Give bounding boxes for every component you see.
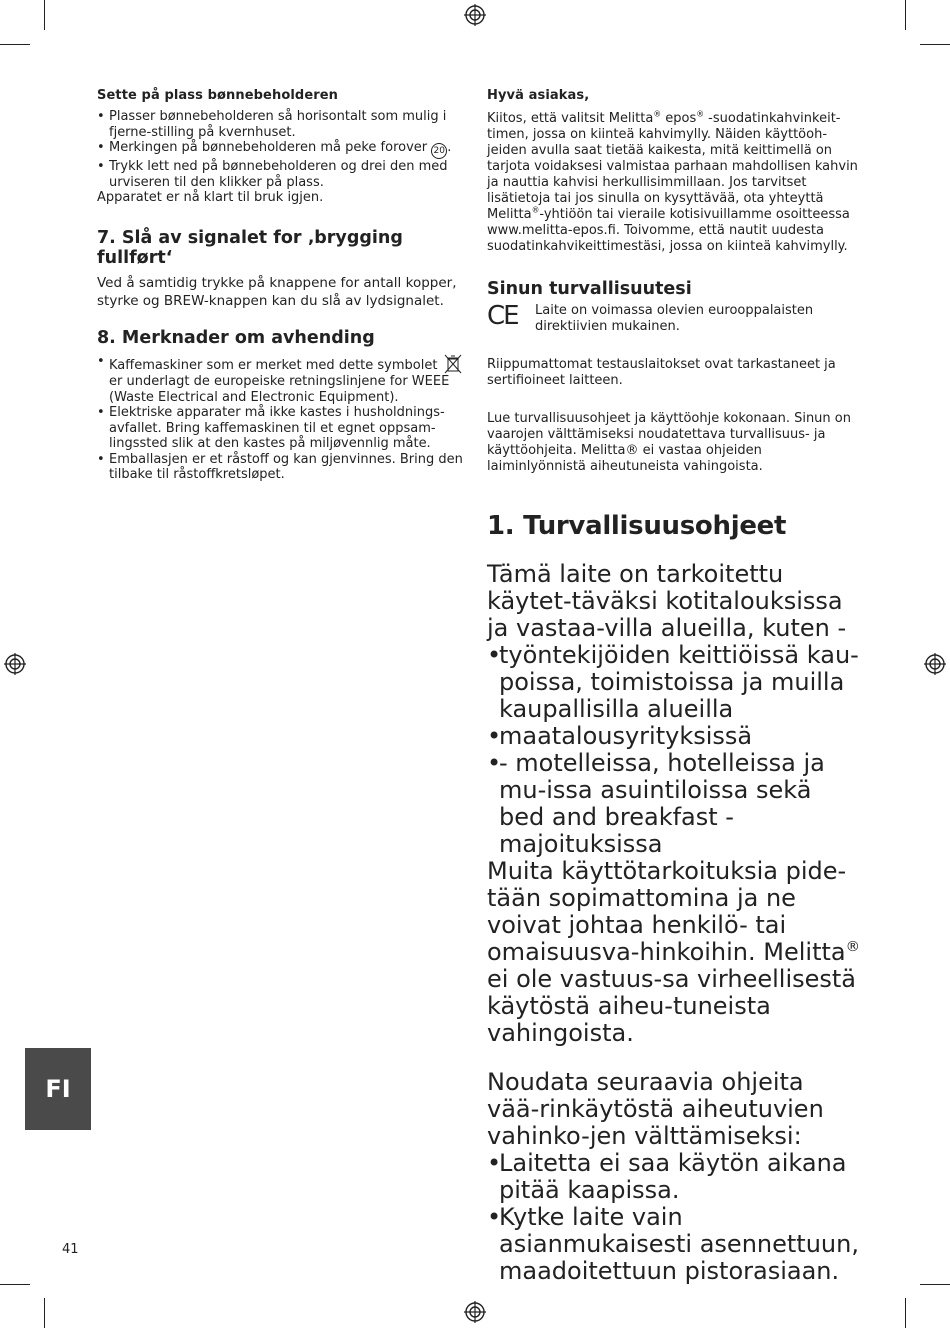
crop-mark [905, 1298, 906, 1328]
registered-mark: ® [653, 109, 662, 119]
list-item: • Elektriske apparater må ikke kastes i husholdnings-avfallet. Bring kaffemaskinen til et egnet oppsam-lingssted slik at den kastes på miljøvennlig måte. [97, 405, 467, 452]
list-item-text: er underlagt de europeiske retningslinjene for WEEE (Waste Electrical and Electronic Equipment). [109, 374, 450, 405]
safety-title: Sinun turvallisuutesi [487, 279, 692, 299]
intro-text: -yhtiöön tai vieraile kotisivuillamme osoitteessa www.melitta-epos.fi. Toivomme, että nautit uudesta suodatinkahvikeittimestäsi, jossa on kiinteä kahvimylly. [487, 207, 850, 254]
safety-rules-list [487, 1150, 862, 1285]
crop-mark [920, 1284, 950, 1285]
list-item: • maatalousyrityksissä [487, 723, 862, 750]
list-item: • Emballasjen er et råstoff og kan gjenvinnes. Bring den tilbake til råstoffkretsløpet. [97, 452, 467, 483]
tested-text: Riippumattomat testauslaitokset ovat tarkastaneet ja sertifioineet laitteen. [487, 357, 836, 388]
ready-text: Apparatet er nå klart til bruk igjen. [97, 190, 324, 205]
section-title-bean-container: Sette på plass bønnebeholderen [97, 88, 339, 103]
ce-text: Laite on voimassa olevien eurooppalaisten direktiivien mukainen. [535, 303, 814, 334]
list-item: • Kytke laite vain asianmukaisesti asennettuun, maadoitettuun pistorasiaan. [487, 1204, 862, 1285]
registration-mark-icon [464, 1301, 486, 1323]
read-instructions-text: Lue turvallisuusohjeet ja käyttöohje kokonaan. Sinun on vaarojen välttämiseksi noudatettava turvallisuus- ja käyttöohjeita. Melitta® ei vastaa ohjeiden laiminlyönnistä aiheutuneista vahingoista. [487, 411, 851, 474]
disposal-list [97, 354, 467, 483]
list-item: • Plasser bønnebeholderen så horisontalt som mulig i fjerne-stilling på kvernhuset. [97, 109, 467, 140]
section-title-signal: 7. Slå av signalet for ‚brygging fullført‘ [97, 228, 403, 268]
crop-mark [44, 0, 45, 30]
intro-paragraph [487, 111, 862, 255]
list-item: • - motelleissa, hotelleissa ja mu-issa asuintiloissa sekä bed and breakfast -majoituksissa [487, 750, 862, 858]
circled-reference-number: 20 [431, 143, 447, 159]
list-item: • Trykk lett ned på bønnebeholderen og drei den med urviseren til den klikker på plass. [97, 159, 467, 190]
left-column [97, 88, 467, 483]
follow-instructions-text: Noudata seuraavia ohjeita vää-rinkäytöstä aiheutuvien vahinko-jen välttämiseksi: [487, 1068, 824, 1150]
language-tab: FI [25, 1048, 91, 1130]
chapter-intro: Tämä laite on tarkoitettu käytet-täväksi kotitalouksissa ja vastaa-villa alueilla, kuten - [487, 560, 847, 642]
list-item [97, 354, 467, 405]
crop-mark [920, 44, 950, 45]
section-title-disposal: 8. Merknader om avhending [97, 328, 375, 348]
list-item-end: . [447, 140, 452, 155]
crop-mark [0, 1284, 30, 1285]
crop-mark [44, 1298, 45, 1328]
registered-mark: ® [845, 939, 860, 955]
ce-row [487, 303, 862, 335]
right-column [487, 88, 862, 1285]
registration-mark-icon [4, 653, 26, 675]
liability-text-part: Muita käyttötarkoituksia pide-tään sopimattomina ja ne voivat johtaa henkilö- tai omaisuusva-hinkoihin. Melitta [487, 857, 847, 966]
greeting: Hyvä asiakas, [487, 88, 590, 103]
usage-areas-list [487, 642, 862, 858]
list-item: • Laitetta ei saa käytön aikana pitää kaapissa. [487, 1150, 862, 1204]
registration-mark-icon [924, 653, 946, 675]
registered-mark: ® [531, 205, 540, 215]
intro-text: -suodatinkahvinkeit-timen, jossa on kiinteä kahvimylly. Näiden käyttöoh-jeiden avulla saat tietää kaikesta, mitä keittimellä on tarjota voidaksesi valmistaa parhaan mahdollisen kahvin ja nauttia kahvisi herkullisimmillaan. Jos tarvitset lisätietoja tai jos sinulla on kysyttävää, ota yhteyttä Melitta [487, 111, 858, 222]
list-item-text: Merkingen på bønnebeholderen må peke forover [109, 140, 428, 155]
registered-mark: ® [696, 109, 705, 119]
registration-mark-icon [464, 4, 486, 26]
bean-container-steps [97, 109, 467, 190]
crop-mark [905, 0, 906, 30]
list-item-text: Kaffemaskiner som er merket med dette symbolet [109, 358, 438, 373]
list-item: • työntekijöiden keittiöissä kau-poissa, toimistoissa ja muilla kaupallisilla alueilla [487, 642, 862, 723]
crop-mark [0, 44, 30, 45]
liability-text-part: ei ole vastuus-sa virheellisestä käytöstä aiheu-tuneista vahingoista. [487, 965, 857, 1047]
intro-text: epos [661, 111, 697, 126]
weee-bin-icon [444, 354, 462, 374]
signal-text: Ved å samtidig trykke på knappene for antall kopper, styrke og BREW-knappen kan du slå av lydsignalet. [97, 275, 457, 309]
list-item [97, 140, 467, 159]
chapter-title: 1. Turvallisuusohjeet [487, 511, 787, 541]
ce-mark-icon: CE [487, 301, 518, 331]
page-number: 41 [62, 1242, 79, 1257]
intro-text: Kiitos, että valitsit Melitta [487, 111, 654, 126]
liability-text [487, 858, 862, 1047]
